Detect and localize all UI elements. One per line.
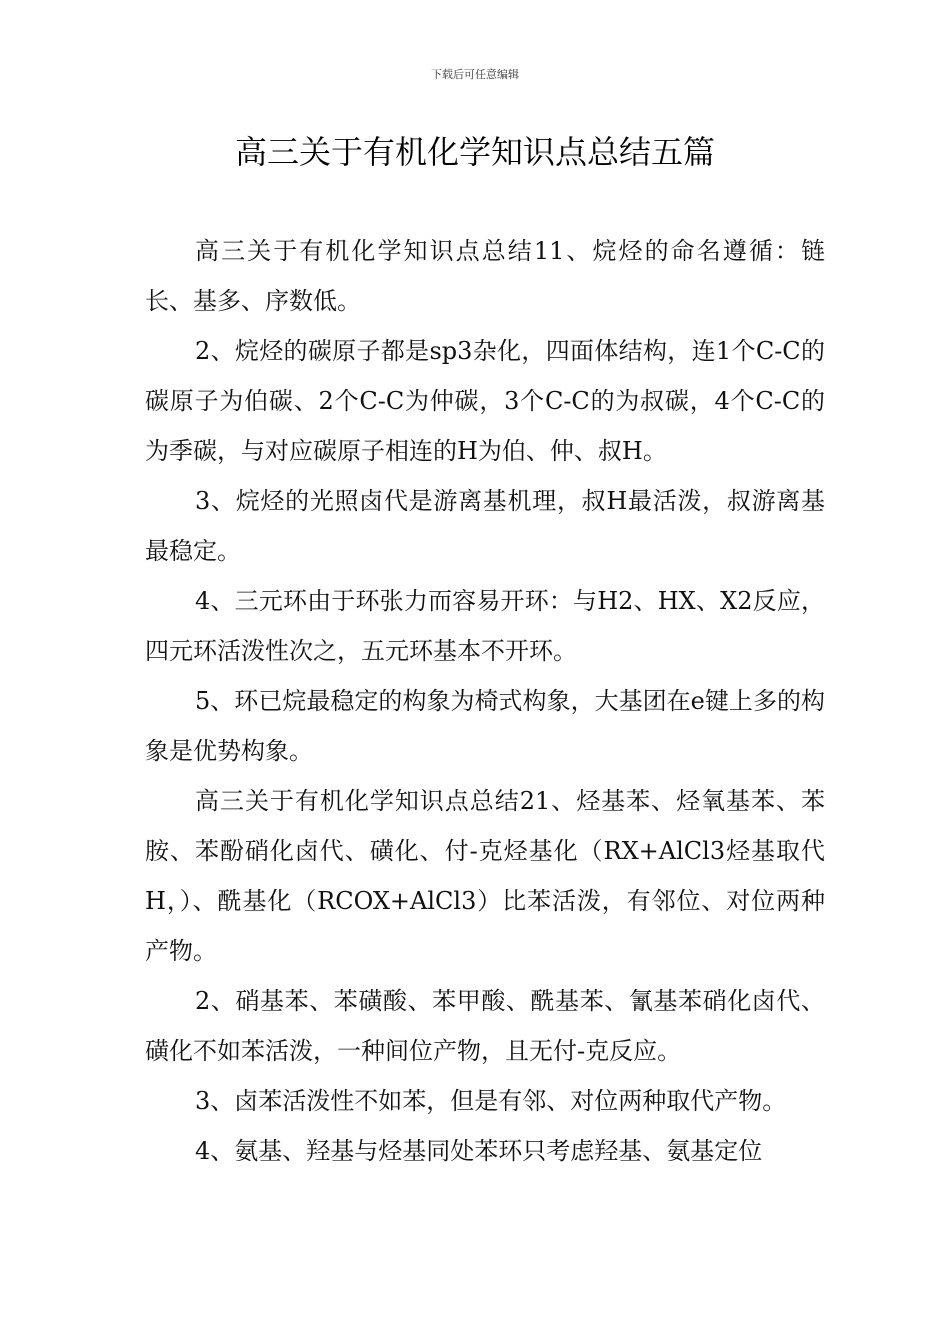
document-body	[145, 226, 825, 1176]
paragraph: 高三关于有机化学知识点总结21、烃基苯、烃氧基苯、苯胺、苯酚硝化卤代、磺化、付-克烃基化（RX+AlCl3烃基取代H，）、酰基化（RCOX+AlCl3）比苯活泼，有邻位、对位两种产物。	[145, 787, 825, 965]
paragraph: 2、烷烃的碳原子都是sp3杂化，四面体结构，连1个C-C的碳原子为伯碳、2个C-C为仲碳，3个C-C的为叔碳，4个C-C的为季碳，与对应碳原子相连的H为伯、仲、叔H。	[145, 337, 825, 465]
paragraph: 3、卤苯活泼性不如苯，但是有邻、对位两种取代产物。	[195, 1087, 787, 1115]
paragraph: 3、烷烃的光照卤代是游离基机理，叔H最活泼，叔游离基最稳定。	[145, 487, 825, 565]
document-title: 高三关于有机化学知识点总结五篇	[234, 133, 715, 171]
paragraph: 高三关于有机化学知识点总结11、烷烃的命名遵循：链长、基多、序数低。	[145, 237, 825, 315]
header-note: 下载后可任意编辑	[431, 68, 519, 81]
paragraph: 5、环已烷最稳定的构象为椅式构象，大基团在e键上多的构象是优势构象。	[145, 687, 825, 765]
paragraph: 4、氨基、羟基与烃基同处苯环只考虑羟基、氨基定位	[195, 1137, 763, 1165]
paragraph: 4、三元环由于环张力而容易开环：与H2、HX、X2反应，四元环活泼性次之，五元环基本不开环。	[145, 587, 825, 665]
paragraph: 2、硝基苯、苯磺酸、苯甲酸、酰基苯、氰基苯硝化卤代、磺化不如苯活泼，一种间位产物，且无付-克反应。	[145, 987, 825, 1065]
